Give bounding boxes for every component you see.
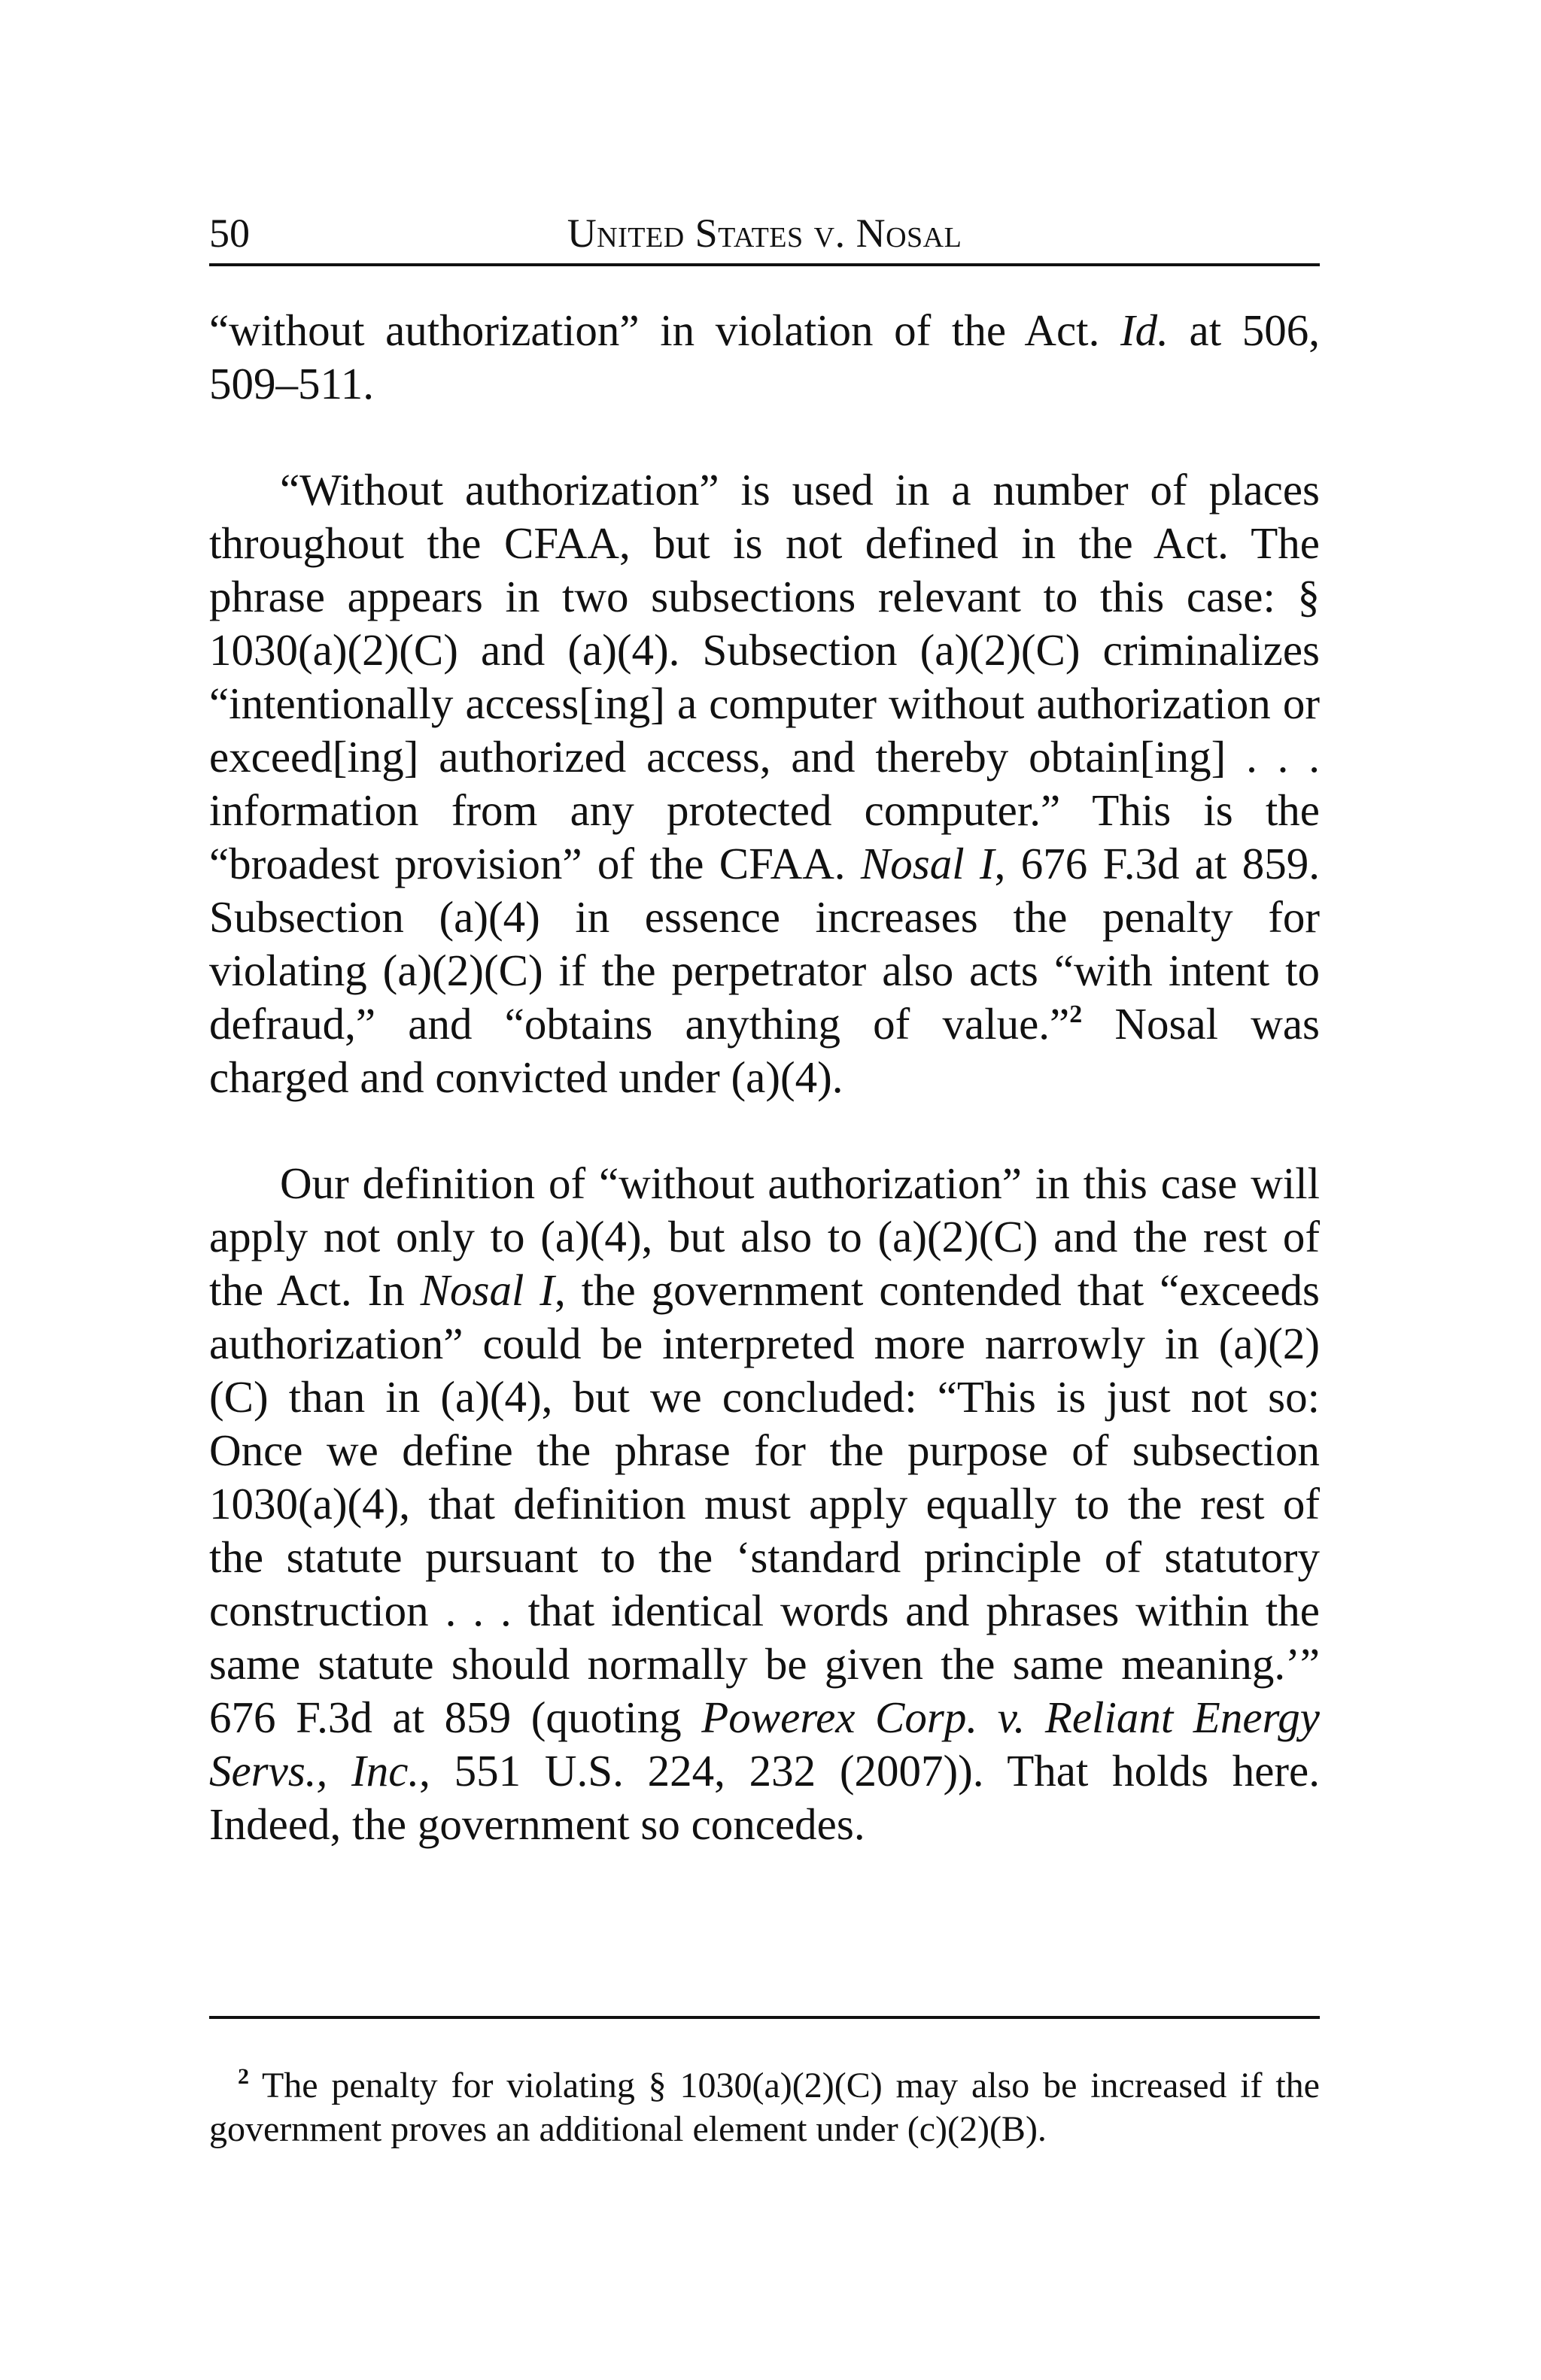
footnote-reference: 2 xyxy=(1069,1000,1083,1028)
text-run: at 506, 509–511. xyxy=(209,305,1320,408)
footnote-number: 2 xyxy=(238,2064,249,2089)
body-text xyxy=(209,304,1320,1851)
running-head xyxy=(209,203,1320,266)
text-run: Our definition of “without authorization” in this case will apply not only to (a)(4), but also to (a)(2)(C) and the rest of the Act. In xyxy=(209,1158,1320,1315)
italic-citation: Powerex Corp. v. Reliant Energy Servs., Inc. xyxy=(209,1692,1320,1796)
page xyxy=(209,203,1320,1904)
footnote xyxy=(209,2064,1320,2151)
paragraph xyxy=(209,304,1320,411)
text-run: Nosal was charged and convicted under (a)(4). xyxy=(209,999,1321,1102)
italic-citation: Nosal I xyxy=(860,839,995,888)
paragraph xyxy=(209,463,1320,1104)
text-run: “without authorization” in violation of the Act. xyxy=(209,305,1120,355)
text-run: , 676 F.3d at 859. Subsection (a)(4) in essence increases the penalty for violating (a)(2)(C) if the perpetrator also acts “with intent to defraud,” and “obtains anything of value.” xyxy=(209,839,1320,1049)
text-run: , 551 U.S. 224, 232 (2007)). That holds here. Indeed, the government so concedes. xyxy=(209,1746,1320,1849)
paragraph xyxy=(209,1157,1320,1851)
page-number: 50 xyxy=(209,211,250,256)
text-run: , the government contended that “exceeds authorization” could be interpreted more narrowly in (a)(2)(C) than in (a)(4), but we concluded: “This is just not so: Once we define the phrase for the purpose of subsection 1030(a)(4), that definition must apply equally to the rest of the statute pursuant to the ‘standard principle of statutory construction . . . that identical words and phrases within the same statute should normally be given the same meaning.’” 676 F.3d at 859 (quoting xyxy=(209,1265,1320,1742)
italic-citation: Nosal I xyxy=(420,1265,555,1315)
footnote-divider xyxy=(209,2016,1320,2019)
italic-citation: Id. xyxy=(1120,305,1169,355)
footnote-text: The penalty for violating § 1030(a)(2)(C) may also be increased if the government proves an additional element under (c)(2)(B). xyxy=(209,2066,1320,2149)
case-title: United States v. Nosal xyxy=(567,211,962,256)
text-run: “Without authorization” is used in a number of places throughout the CFAA, but is not defined in the Act. The phrase appears in two subsections relevant to this case: § 1030(a)(2)(C) and (a)(4). Subsection (a)(2)(C) criminalizes “intentionally access[ing] a computer without authorization or exceed[ing] authorized access, and thereby obtain[ing] . . . information from any protected computer.” This is the “broadest provision” of the CFAA. xyxy=(209,465,1320,888)
